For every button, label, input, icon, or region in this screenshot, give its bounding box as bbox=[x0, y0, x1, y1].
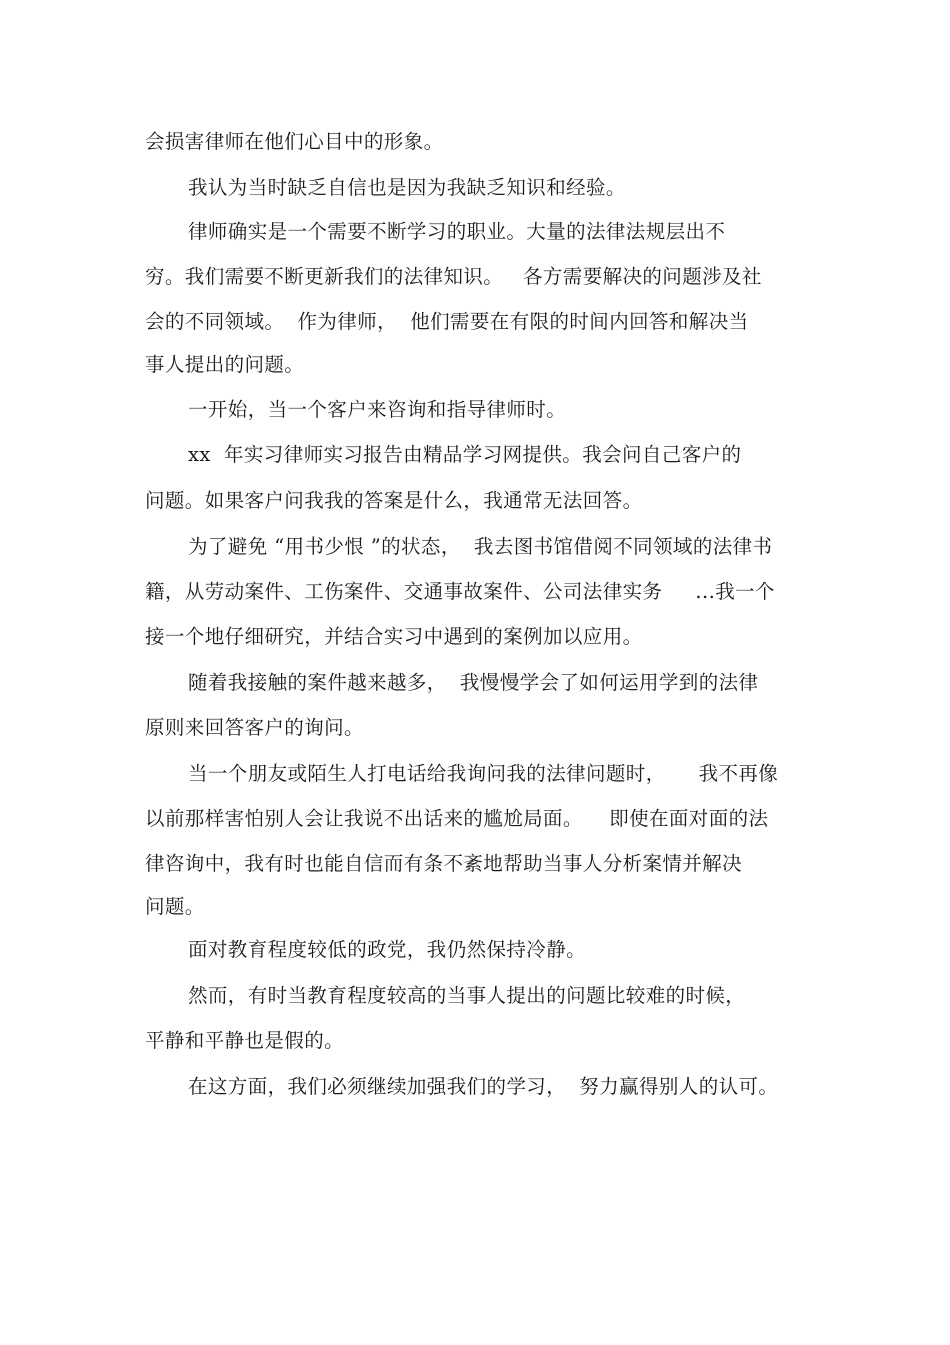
text-line: 当一个朋友或陌生人打电话给我询问我的法律问题时， 我不再像 bbox=[188, 762, 779, 785]
text-line: 律师确实是一个需要不断学习的职业。大量的法律法规层出不 bbox=[188, 220, 726, 243]
text-line: 问题。 bbox=[145, 895, 205, 918]
text-line: 我认为当时缺乏自信也是因为我缺乏知识和经验。 bbox=[188, 176, 626, 199]
text-line: 一开始，当一个客户来咨询和指导律师时。 bbox=[188, 398, 567, 421]
text-line: 籍，从劳动案件、工伤案件、交通事故案件、公司法律实务 ...我一个 bbox=[145, 580, 775, 603]
text-line: 在这方面，我们必须继续加强我们的学习， 努力赢得别人的认可。 bbox=[188, 1075, 779, 1098]
text-line: 事人提出的问题。 bbox=[145, 353, 305, 376]
text-line: 平静和平静也是假的。 bbox=[145, 1029, 345, 1052]
text-line: 随着我接触的案件越来越多， 我慢慢学会了如何运用学到的法律 bbox=[188, 671, 759, 694]
text-line: 穷。我们需要不断更新我们的法律知识。 各方需要解决的问题涉及社 bbox=[145, 265, 762, 288]
text-line: xx 年实习律师实习报告由精品学习网提供。我会问自己客户的 bbox=[188, 443, 742, 466]
text-line: 原则来回答客户的询问。 bbox=[145, 716, 364, 739]
text-line: 然而，有时当教育程度较高的当事人提出的问题比较难的时候， bbox=[188, 984, 746, 1007]
text-line: 为了避免 “用书少恨 ”的状态， 我去图书馆借阅不同领域的法律书 bbox=[188, 535, 773, 558]
text-line: 会的不同领域。 作为律师， 他们需要在有限的时间内回答和解决当 bbox=[145, 310, 749, 333]
text-line: 以前那样害怕别人会让我说不出话来的尴尬局面。 即使在面对面的法 bbox=[145, 807, 769, 830]
text-line: 会损害律师在他们心目中的形象。 bbox=[145, 130, 444, 153]
text-line: 问题。如果客户问我我的答案是什么，我通常无法回答。 bbox=[145, 489, 643, 512]
text-line: 律咨询中，我有时也能自信而有条不紊地帮助当事人分析案情并解决 bbox=[145, 852, 743, 875]
text-line: 面对教育程度较低的政党，我仍然保持冷静。 bbox=[188, 938, 587, 961]
text-line: 接一个地仔细研究，并结合实习中遇到的案例加以应用。 bbox=[145, 625, 643, 648]
